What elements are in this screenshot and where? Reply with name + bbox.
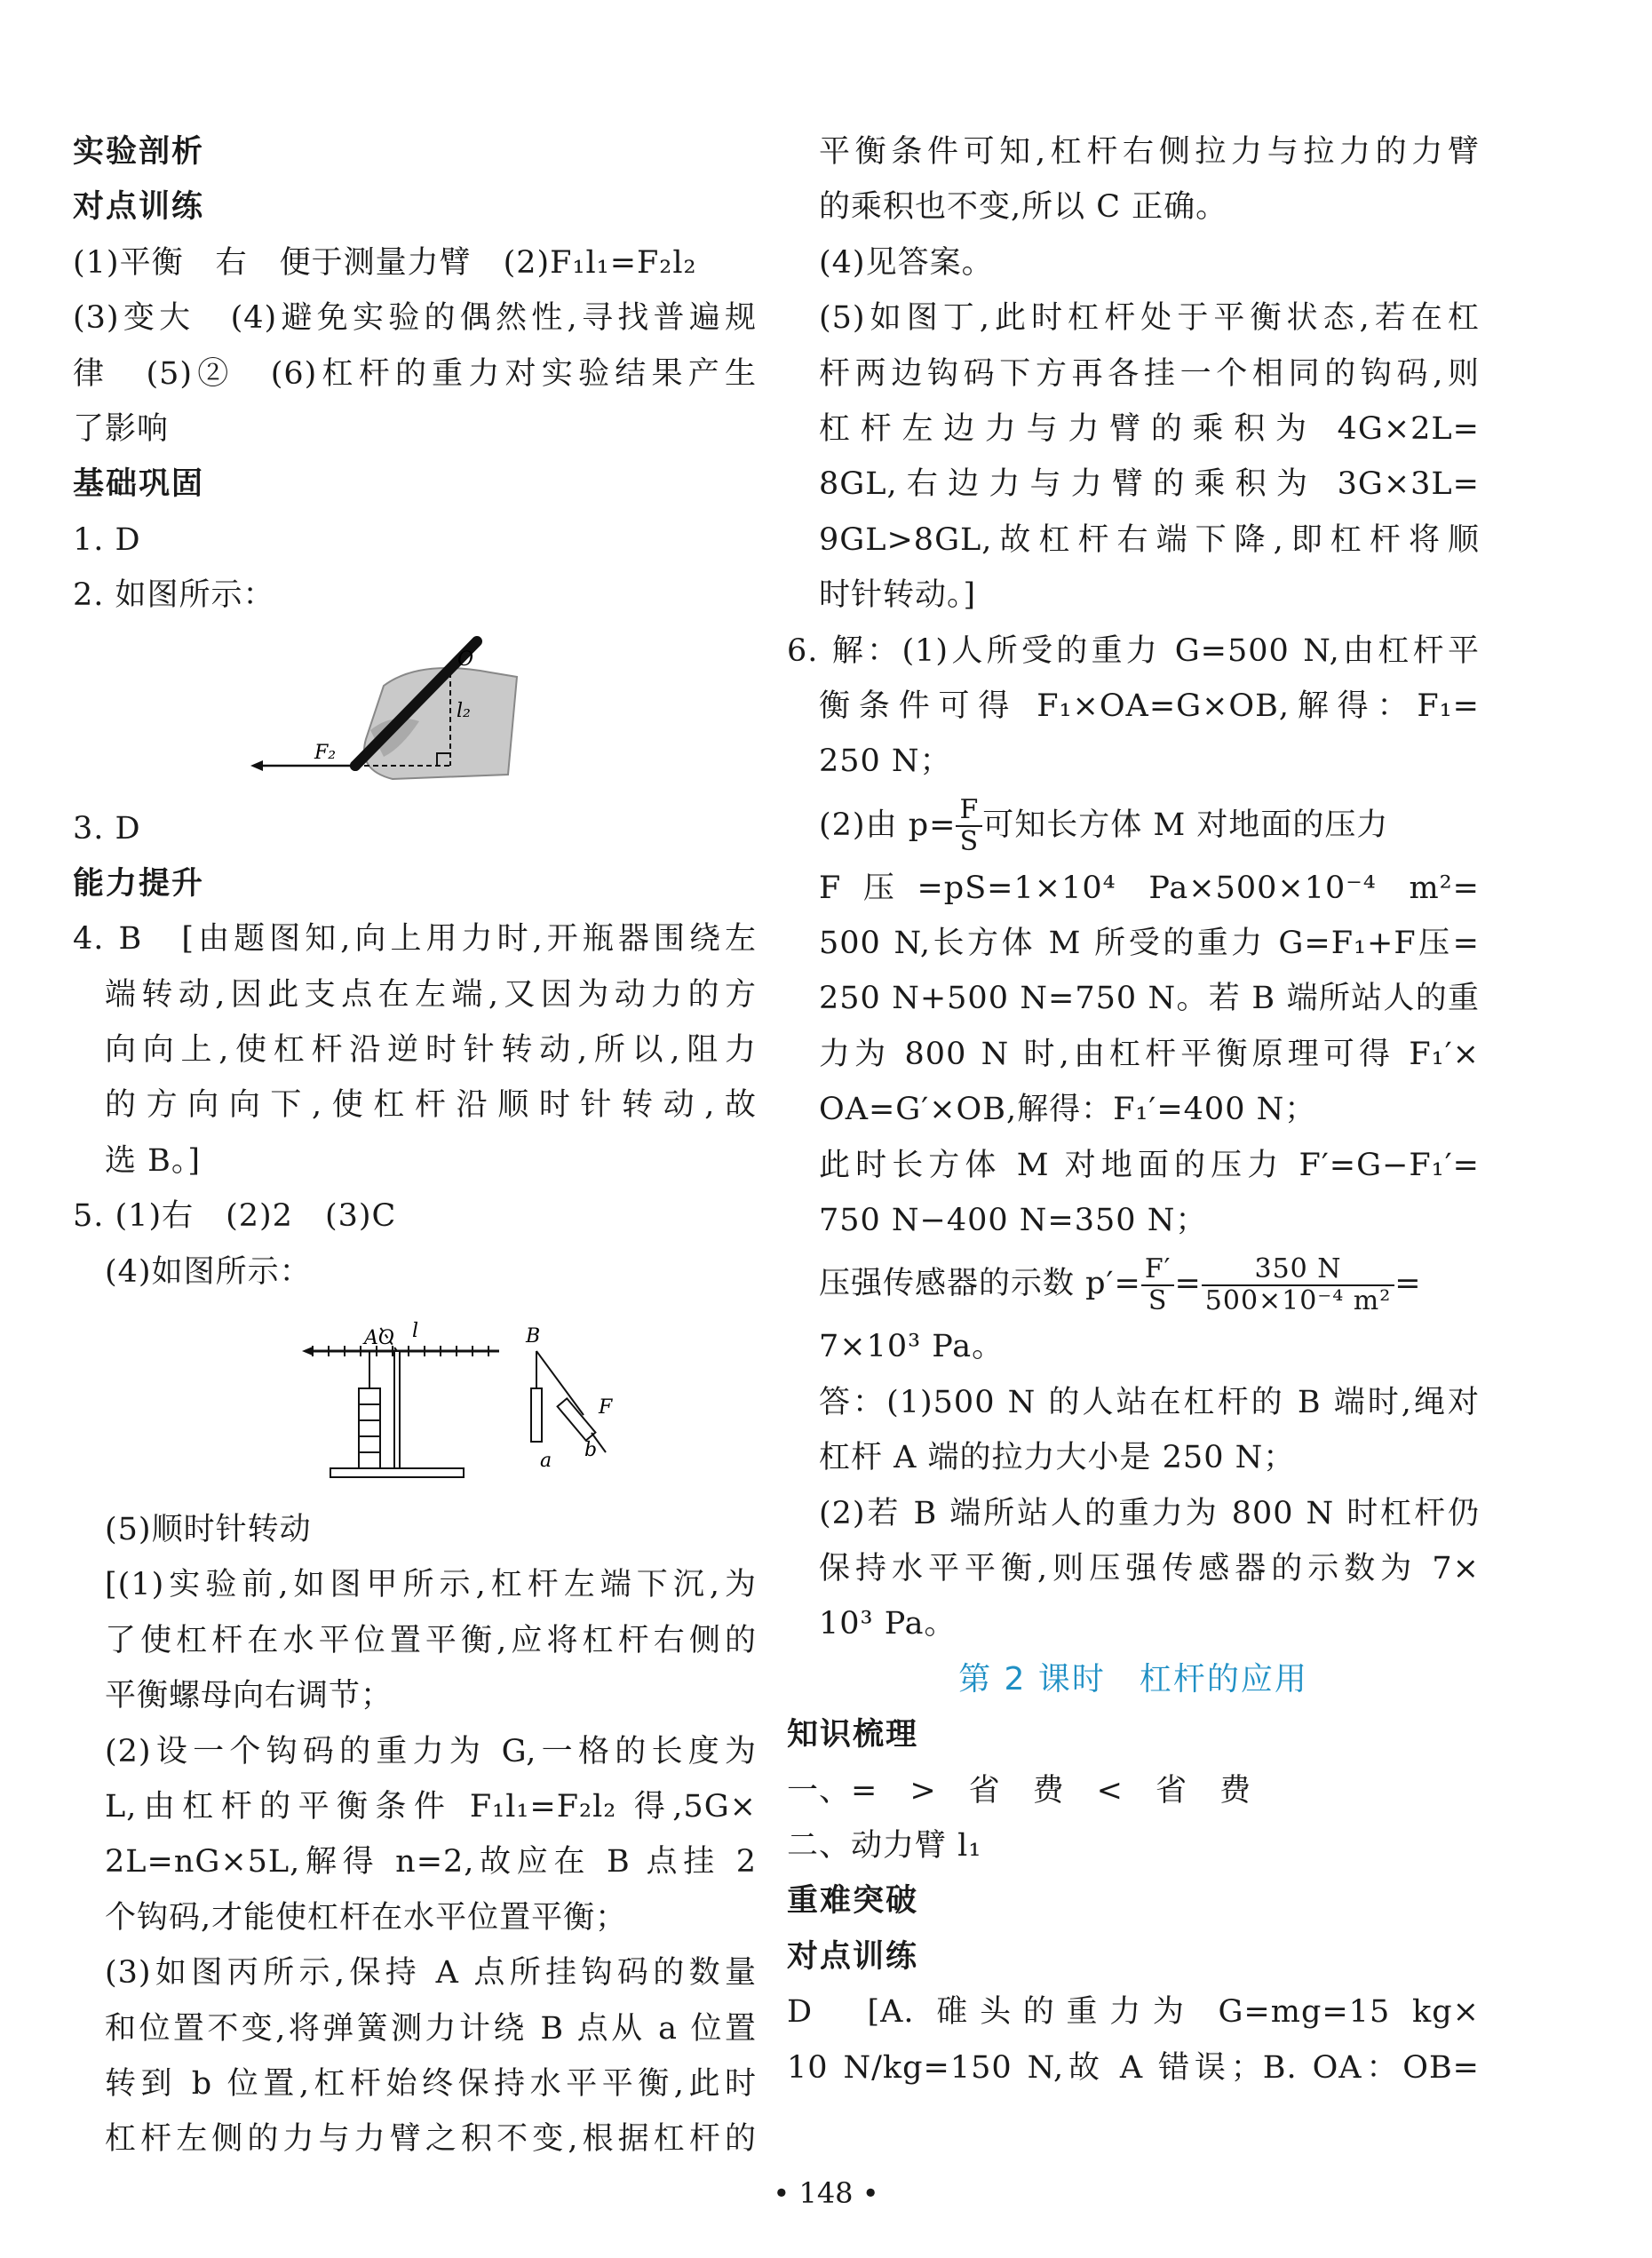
answer-q6-line: 衡条件可得 F₁×OA=G×OB,解得：F₁= — [819, 688, 1480, 724]
explanation-line: 平衡条件可知,杠杆右侧拉力与拉力的力臂 — [819, 134, 1480, 170]
fraction-numerator: F — [956, 795, 982, 827]
answer-line: (3)变大 (4)避免实验的偶然性,寻找普遍规 — [73, 300, 757, 337]
answer-q6-line: F压=pS=1×10⁴ Pa×500×10⁻⁴ m²= — [819, 870, 1480, 906]
explanation-line: 了使杠杆在水平位置平衡,应将杠杆右侧的 — [105, 1622, 757, 1658]
label-a: a — [540, 1450, 552, 1473]
answer-q6-pressure-formula — [787, 790, 1480, 861]
fraction-denominator: 500×10⁻⁴ m² — [1204, 1284, 1392, 1316]
answer-q6-line: (2)若 B 端所站人的重力为 800 N 时杠杆仍 — [819, 1495, 1480, 1531]
fraction-numerator: 350 N — [1202, 1254, 1394, 1286]
explanation-line: 8GL,右边力与力臂的乘积为 3G×3L= — [819, 466, 1480, 503]
explanation-line: 2L=nG×5L,解得 n=2,故应在 B 点挂 2 — [105, 1844, 757, 1880]
label-b: b — [584, 1439, 598, 1462]
sensor-suffix: = — [1394, 1266, 1422, 1302]
label-f2: F₂ — [314, 741, 337, 764]
figure-opener — [73, 624, 757, 801]
answer-q6-line: 此时长方体 M 对地面的压力 F′=G−F₁′= — [819, 1147, 1480, 1183]
heading-knowledge: 知识梳理 — [787, 1717, 919, 1753]
answer-q5: 5. (1)右 (2)2 (3)C — [73, 1198, 397, 1235]
heading-experiment: 实验剖析 — [73, 134, 205, 170]
explanation-line: (2)设一个钩码的重力为 G,一格的长度为 — [105, 1733, 757, 1769]
answer-line: 律 (5)② (6)杠杆的重力对实验结果产生 — [73, 355, 757, 392]
answer-line: 了影响 — [73, 410, 170, 447]
page-number: • 148 • — [773, 2176, 879, 2210]
label-l2: l₂ — [457, 699, 471, 722]
answer-q6-line: 500 N,长方体 M 所受的重力 G=F₁+F压= — [819, 926, 1480, 962]
answer-line: 10 N/kg=150 N,故 A 错误；B. OA：OB= — [787, 2049, 1480, 2086]
sensor-prefix: 压强传感器的示数 p′= — [819, 1266, 1141, 1302]
fraction-f-prime-over-s — [1141, 1254, 1175, 1316]
answer-q6-line: 力为 800 N 时,由杠杆平衡原理可得 F₁′× — [819, 1036, 1480, 1072]
heading-practice: 对点训练 — [787, 1938, 919, 1975]
answer-q4-line: 选 B。] — [105, 1142, 202, 1179]
formula-prefix: (2)由 p= — [819, 807, 957, 843]
explanation-line: 的乘积也不变,所以 C 正确。 — [819, 189, 1228, 226]
answer-q3: 3. D — [73, 810, 141, 847]
knowledge-line: 二、动力臂 l₁ — [787, 1827, 982, 1864]
label-b-top: B — [526, 1325, 541, 1348]
explanation-line: 时针转动。] — [819, 577, 977, 614]
answer-q1: 1. D — [73, 521, 141, 558]
answer-q6-line: 6. 解：(1)人所受的重力 G=500 N,由杠杆平 — [787, 632, 1480, 669]
label-l: l — [412, 1320, 419, 1343]
fraction-numerator: F′ — [1141, 1254, 1175, 1286]
answer-q6-line: 保持水平平衡,则压强传感器的示数为 7× — [819, 1550, 1480, 1586]
answer-q6-line: 250 N； — [819, 743, 952, 780]
answer-q5-fig-caption: (4)如图所示： — [105, 1253, 312, 1290]
answer-q6-line: 答：(1)500 N 的人站在杠杆的 B 端时,绳对 — [819, 1384, 1480, 1420]
heading-basic: 基础巩固 — [73, 466, 205, 503]
explanation-line: 转到 b 位置,杠杆始终保持水平平衡,此时 — [105, 2065, 757, 2102]
fraction-f-over-s — [956, 795, 982, 857]
answer-q6-line: 杠杆 A 端的拉力大小是 250 N； — [819, 1440, 1296, 1476]
left-column — [73, 124, 757, 2167]
answer-q4-line: 的方向向下,使杠杆沿顺时针转动,故 — [105, 1087, 757, 1124]
formula-suffix: 可知长方体 M 对地面的压力 — [982, 807, 1389, 843]
explanation-line: 个钩码,才能使杠杆在水平位置平衡； — [105, 1899, 628, 1936]
explanation-line: 杠杆左边力与力臂的乘积为 4G×2L= — [819, 410, 1480, 447]
fraction-numeric — [1202, 1254, 1394, 1316]
explanation-line: (4)见答案。 — [819, 244, 994, 281]
answer-q5-part5: (5)顺时针转动 — [105, 1512, 312, 1548]
opener-diagram — [73, 624, 757, 801]
answer-line: (1)平衡 右 便于测量力臂 (2)F₁l₁=F₂l₂ — [73, 244, 697, 281]
lesson-title: 第 2 课时 杠杆的应用 — [958, 1660, 1308, 1697]
answer-q6-line: 750 N−400 N=350 N； — [819, 1203, 1208, 1239]
answer-q6-line: 7×10³ Pa。 — [819, 1329, 1005, 1365]
figure-lever — [73, 1300, 757, 1502]
fraction-denominator: S — [1148, 1284, 1168, 1316]
answer-q4-line: 4. B [由题图知,向上用力时,开瓶器围绕左 — [73, 921, 757, 958]
knowledge-line: 一、= > 省 费 < 省 费 — [787, 1772, 1251, 1809]
lever-diagram — [73, 1300, 757, 1502]
explanation-line: (5)如图丁,此时杠杆处于平衡状态,若在杠 — [819, 300, 1480, 337]
explanation-line: L,由杠杆的平衡条件 F₁l₁=F₂l₂ 得,5G× — [105, 1788, 757, 1825]
explanation-line: [(1)实验前,如图甲所示,杠杆左端下沉,为 — [105, 1567, 757, 1603]
label-f: F — [599, 1396, 613, 1419]
answer-q6-line: 250 N+500 N=750 N。若 B 端所站人的重 — [819, 981, 1480, 1017]
answer-q6-line: 10³ Pa。 — [819, 1606, 957, 1642]
sensor-equals: = — [1174, 1266, 1202, 1302]
explanation-line: 平衡螺母向右调节； — [105, 1678, 393, 1714]
answer-q4-line: 向向上,使杠杆沿逆时针转动,所以,阻力 — [105, 1032, 757, 1069]
explanation-line: 杠杆左侧的力与力臂之积不变,根据杠杆的 — [105, 2121, 757, 2158]
heading-practice: 对点训练 — [73, 189, 205, 226]
explanation-line: 和位置不变,将弹簧测力计绕 B 点从 a 位置 — [105, 2010, 757, 2047]
fraction-denominator: S — [959, 826, 980, 858]
label-o: O — [457, 648, 474, 671]
explanation-line: 杆两边钩码下方再各挂一个相同的钩码,则 — [819, 355, 1480, 392]
answer-q4-line: 端转动,因此支点在左端,又因为动力的方 — [105, 976, 757, 1013]
heading-difficult: 重难突破 — [787, 1883, 919, 1920]
explanation-line: (3)如图丙所示,保持 A 点所挂钩码的数量 — [105, 1955, 757, 1992]
label-ao: AO — [364, 1327, 394, 1350]
answer-q6-sensor-formula — [787, 1248, 1480, 1319]
right-column — [787, 124, 1480, 2095]
answer-q2: 2. 如图所示： — [73, 577, 275, 614]
heading-ability: 能力提升 — [73, 865, 205, 902]
answer-q6-line: OA=G′×OB,解得：F₁′=400 N； — [819, 1092, 1317, 1128]
explanation-line: 9GL>8GL,故杠杆右端下降,即杠杆将顺 — [819, 521, 1480, 558]
answer-line: D [A. 碓头的重力为 G=mg=15 kg× — [787, 1994, 1480, 2031]
